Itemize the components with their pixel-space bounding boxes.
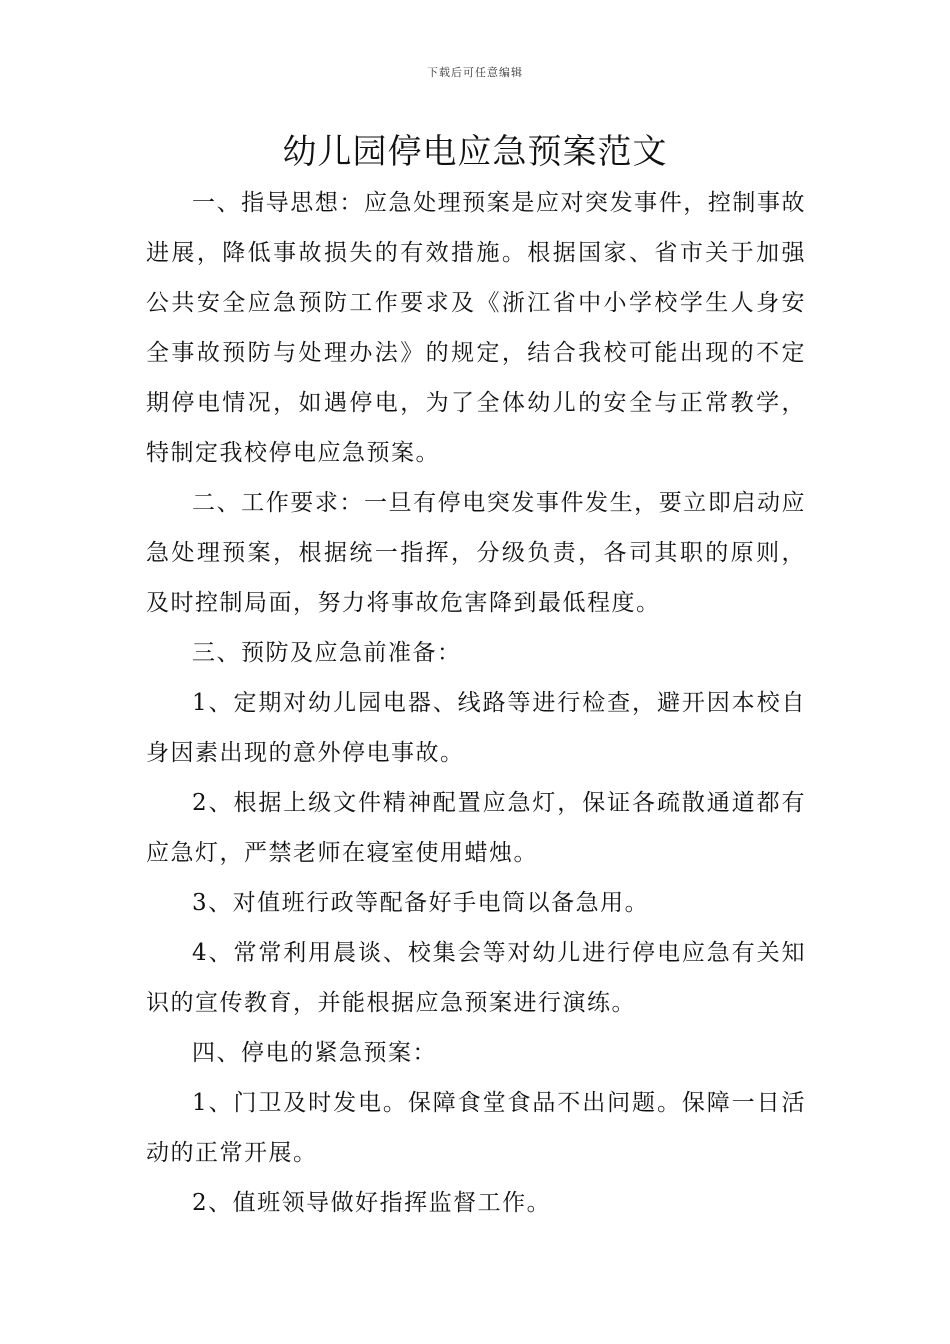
paragraph-emergency-item-2: 2、值班领导做好指挥监督工作。 [192,1190,552,1216]
header-note: 下载后可任意编辑 [427,66,523,79]
document-title: 幼儿园停电应急预案范文 [282,132,668,172]
document-body [146,178,806,1228]
paragraph-emergency-heading: 四、停电的紧急预案： [192,1040,437,1066]
paragraph-guiding-principle: 一、指导思想：应急处理预案是应对突发事件，控制事故进展，降低事故损失的有效措施。根据国家、省市关于加强公共安全应急预防工作要求及《浙江省中小学校学生人身安全事故预防与处理办法》的规定，结合我校可能出现的不定期停电情况，如遇停电，为了全体幼儿的安全与正常教学，特制定我校停电应急预案。 [146,190,806,466]
paragraph-work-requirements: 二、工作要求：一旦有停电突发事件发生，要立即启动应急处理预案，根据统一指挥，分级负责，各司其职的原则，及时控制局面，努力将事故危害降到最低程度。 [146,490,806,616]
paragraph-prevention-item-1: 1、定期对幼儿园电器、线路等进行检查，避开因本校自身因素出现的意外停电事故。 [146,690,806,766]
paragraph-prevention-item-3: 3、对值班行政等配备好手电筒以备急用。 [192,890,650,916]
paragraph-prevention-item-4: 4、常常利用晨谈、校集会等对幼儿进行停电应急有关知识的宣传教育，并能根据应急预案进行演练。 [146,940,806,1016]
paragraph-prevention-heading: 三、预防及应急前准备： [192,640,462,666]
paragraph-prevention-item-2: 2、根据上级文件精神配置应急灯，保证各疏散通道都有应急灯，严禁老师在寝室使用蜡烛。 [146,790,806,866]
paragraph-emergency-item-1: 1、门卫及时发电。保障食堂食品不出问题。保障一日活动的正常开展。 [146,1090,806,1166]
